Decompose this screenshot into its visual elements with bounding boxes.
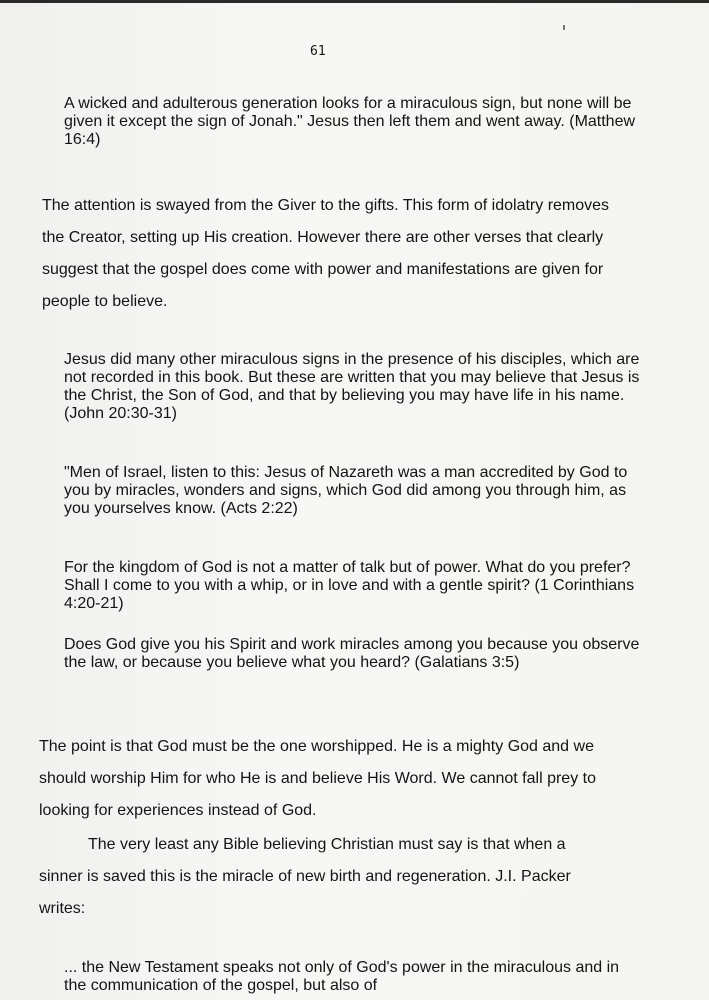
paragraph-idolatry: The attention is swayed from the Giver to the gifts. This form of idolatry removes the Creator, setting up His creation. However there are other verses that clearly suggest that the gospel does come with power and manifestations are given for people to believe.: [42, 197, 610, 310]
page-number: 61: [310, 44, 326, 59]
quote-text: Jesus did many other miraculous signs in the presence of his disciples, which are not recorded in this book. But these are written that you may believe that Jesus is the Christ, the Son of God, and that by believing you may have life in his name. (John 20:30-31): [64, 351, 640, 422]
scan-speck: [563, 25, 565, 30]
quote-text: For the kingdom of God is not a matter of talk but of power. What do you prefer? Shall I come to you with a whip, or in love and with a gentle spirit? (1 Corinthians 4:20-21): [64, 559, 635, 612]
paragraph-new-birth: The very least any Bible believing Christian must say is that when a sinner is saved this is the miracle of new birth and regeneration. J.I. Packer writes:: [39, 836, 571, 917]
paragraph-worship: The point is that God must be the one worshipped. He is a mighty God and we should worship Him for who He is and believe His Word. We cannot fall prey to looking for experiences instead of God.: [39, 738, 596, 819]
quote-text: A wicked and adulterous generation looks for a miraculous sign, but none will be given it except the sign of Jonah." Jesus then left them and went away. (Matthew 16:4): [64, 95, 636, 148]
quote-matthew: [64, 95, 639, 149]
quote-packer: [64, 959, 639, 995]
quote-text: Does God give you his Spirit and work miracles among you because you observe the law, or because you believe what you heard? (Galatians 3:5): [64, 636, 640, 671]
quote-text: "Men of Israel, listen to this: Jesus of Nazareth was a man accredited by God to you by miracles, wonders and signs, which God did among you through him, as you yourselves know. (Acts 2:22): [64, 464, 628, 517]
quote-acts: [64, 464, 642, 518]
quote-galatians: [64, 636, 640, 672]
quote-corinthians: [64, 559, 639, 613]
top-edge-rule: [0, 0, 709, 3]
quote-john: [64, 351, 644, 423]
quote-text: ... the New Testament speaks not only of God's power in the miraculous and in the communication of the gospel, but also of: [64, 959, 620, 994]
